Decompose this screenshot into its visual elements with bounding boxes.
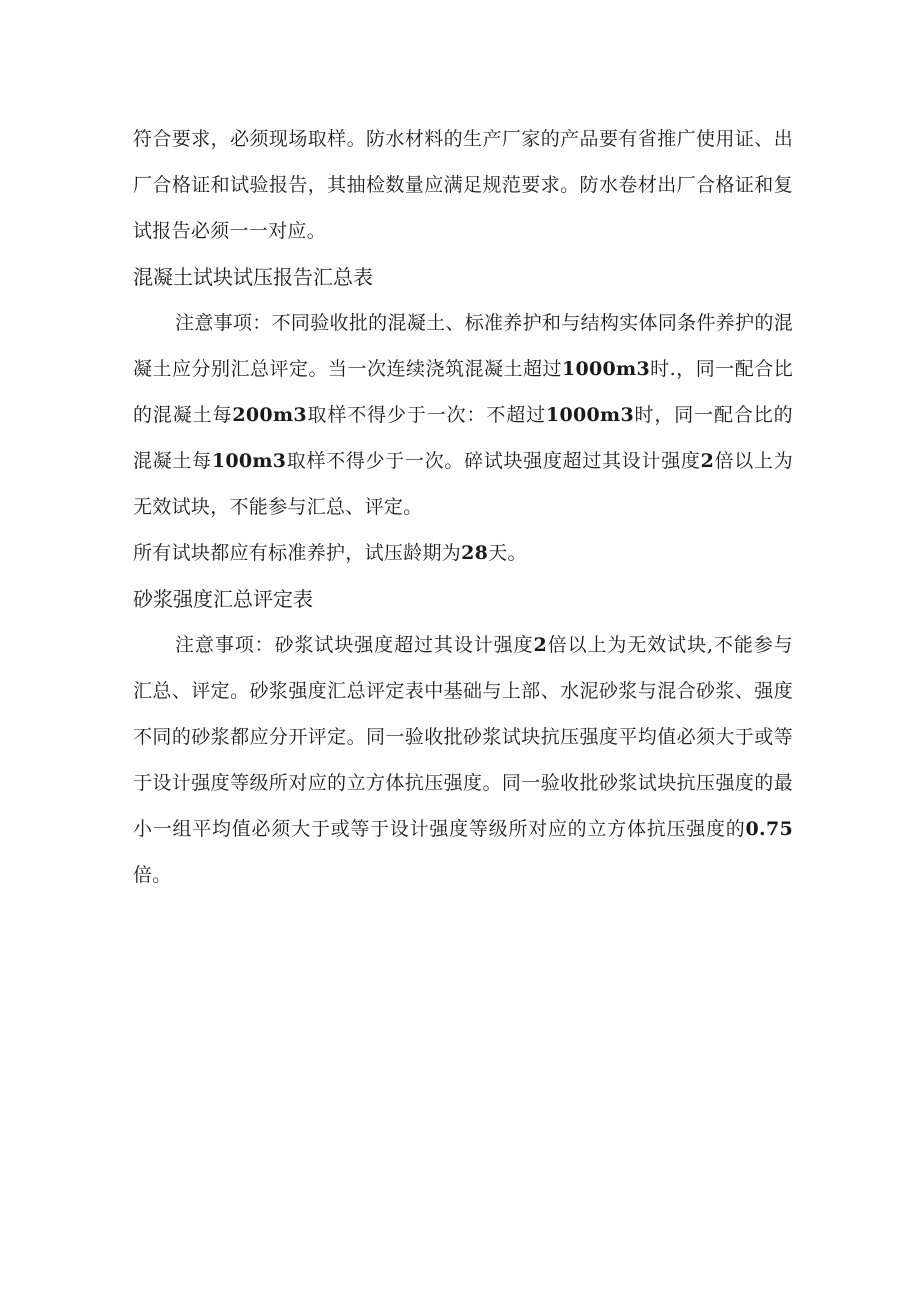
curing-text: 所有试块都应有标准养护，试压龄期为 — [133, 542, 462, 564]
curing-paragraph — [133, 530, 793, 576]
curing-text: 天。 — [488, 542, 527, 564]
note-text: 取样不得少于一次：不超过 — [306, 404, 546, 426]
volume-value: 100m3 — [211, 450, 287, 472]
note-text: 注意事项：不同验收批的混凝土、标准养护和与结构实体同条件养护的混凝土应分别汇总评定。当一次连续浇筑混凝土超过 — [133, 312, 793, 380]
note-text: 倍。 — [133, 864, 172, 886]
volume-value: 1000m3 — [561, 358, 650, 380]
multiplier-value: 2 — [533, 634, 548, 656]
note-text: 时，同一配合比的混凝土每 — [133, 404, 793, 472]
mortar-section-heading: 砂浆强度汇总评定表 — [133, 587, 313, 611]
document-body — [133, 116, 793, 898]
note-text: 时.，同一配合比的混凝土每 — [133, 358, 793, 426]
note-text: 注意事项：砂浆试块强度超过其设计强度 — [175, 634, 534, 656]
volume-value: 200m3 — [232, 404, 307, 426]
note-text: 取样不得少于一次。碎试块强度超过其设计强度 — [286, 450, 701, 472]
concrete-section-heading: 混凝土试块试压报告汇总表 — [133, 265, 373, 289]
multiplier-value: 2 — [700, 450, 715, 472]
curing-days-value: 28 — [461, 542, 489, 564]
concrete-note-paragraph — [133, 300, 793, 530]
note-text: 倍以上为无效试块，不能参与汇总、评定。 — [133, 450, 794, 518]
volume-value: 1000m3 — [545, 404, 634, 426]
intro-paragraph: 符合要求，必须现场取样。防水材料的生产厂家的产品要有省推广使用证、出厂合格证和试验报告，其抽检数量应满足规范要求。防水卷材出厂合格证和复试报告必须一一对应。 — [133, 128, 793, 242]
mortar-note-paragraph — [133, 622, 793, 898]
note-text: 倍以上为无效试块,不能参与汇总、评定。砂浆强度汇总评定表中基础与上部、水泥砂浆与混合砂浆、强度不同的砂浆都应分开评定。同一验收批砂浆试块抗压强度平均值必须大于或等于设计强度等级所对应的立方体抗压强度。同一验收批砂浆试块抗压强度的最小一组平均值必须大于或等于设计强度等级所对应的立方体抗压强度的 — [133, 634, 793, 840]
ratio-value: 0.75 — [745, 818, 793, 840]
